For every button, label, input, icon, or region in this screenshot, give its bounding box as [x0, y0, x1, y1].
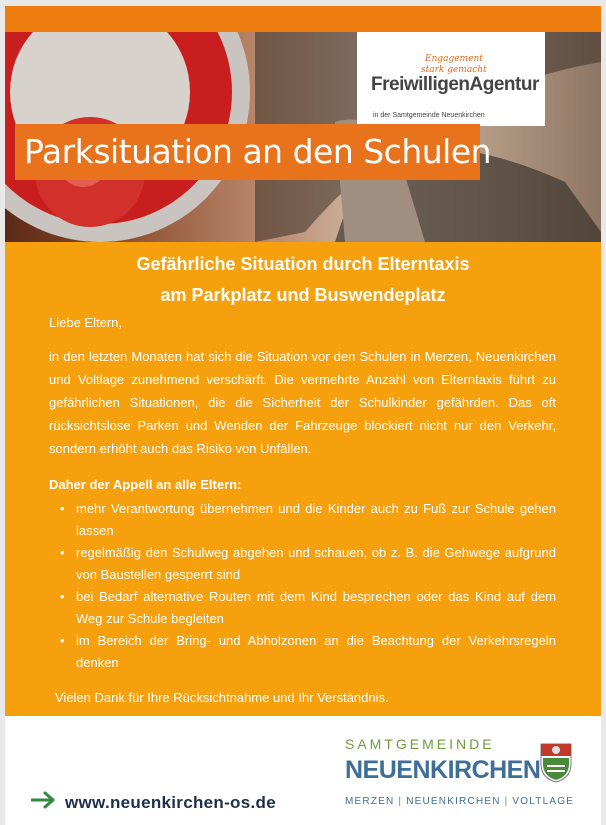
municipality-voltlage: VOLTLAGE: [512, 796, 575, 807]
municipality-neuenkirchen: NEUENKIRCHEN: [406, 796, 501, 807]
org-label-main: NEUENKIRCHEN: [345, 756, 541, 784]
hero-image: [5, 32, 601, 242]
org-label-top: SAMTGEMEINDE: [345, 736, 495, 752]
org-municipalities: [345, 796, 574, 807]
body-paragraph: in den letzten Monaten hat sich die Situation vor den Schulen in Merzen, Neuenkirchen und Voltlage zunehmend verschärft. Die vermehrte Anzahl von Elterntaxis führt zu gefährlichen Situationen, die die Sicherheit der Schulkinder gefährden. Das oft rücksichtslose Parken und Wenden der Fahrzeuge blockiert nicht nur den Verkehr, sondern erhöht auch das Risiko von Unfällen.: [49, 349, 556, 456]
top-orange-bar: [5, 6, 601, 32]
appeal-heading: Daher der Appell an alle Eltern:: [49, 477, 242, 492]
list-item: • bei Bedarf alternative Routen mit dem Kind besprechen oder das Kind auf dem Weg zur Schule begleiten: [49, 586, 556, 630]
thanks-text: Vielen Dank für Ihre Rücksichtnahme und Ihr Verständnis.: [55, 690, 389, 705]
list-item: • regelmäßig den Schulweg abgehen und schauen, ob z. B. die Gehwege aufgrund von Baustellen gesperrt sind: [49, 542, 556, 586]
content-panel: [5, 242, 601, 716]
website-link[interactable]: www.neuenkirchen-os.de: [65, 793, 276, 812]
title-band: [15, 124, 492, 180]
list-item: • im Bereich der Bring- und Abholzonen an die Beachtung der Verkehrsregeln denken: [49, 630, 556, 674]
list-item: • mehr Verantwortung übernehmen und die Kinder auch zu Fuß zur Schule gehen lassen: [49, 498, 556, 542]
logo-subtitle: in der Samtgemeinde Neuenkirchen: [373, 112, 485, 119]
footer: [5, 716, 601, 825]
logo-tagline-2: stark gemacht: [421, 65, 487, 75]
freiwilligenagentur-logo: [357, 32, 545, 126]
municipality-merzen: MERZEN: [345, 796, 395, 807]
greeting: Liebe Eltern,: [49, 315, 122, 330]
separator: |: [504, 796, 509, 807]
arrow-right-icon: [31, 791, 57, 809]
heading-line-2: am Parkplatz und Buswendeplatz: [160, 285, 446, 305]
page-title: Parksituation an den Schulen: [24, 132, 492, 171]
heading-line-1: Gefährliche Situation durch Elterntaxis: [136, 254, 470, 274]
flyer-page: [5, 6, 601, 825]
coat-of-arms-icon: [539, 742, 573, 784]
separator: |: [398, 796, 403, 807]
appeal-list: [49, 498, 556, 674]
logo-tagline-1: Engagement: [425, 54, 483, 64]
logo-name: FreiwilligenAgentur: [371, 74, 539, 95]
